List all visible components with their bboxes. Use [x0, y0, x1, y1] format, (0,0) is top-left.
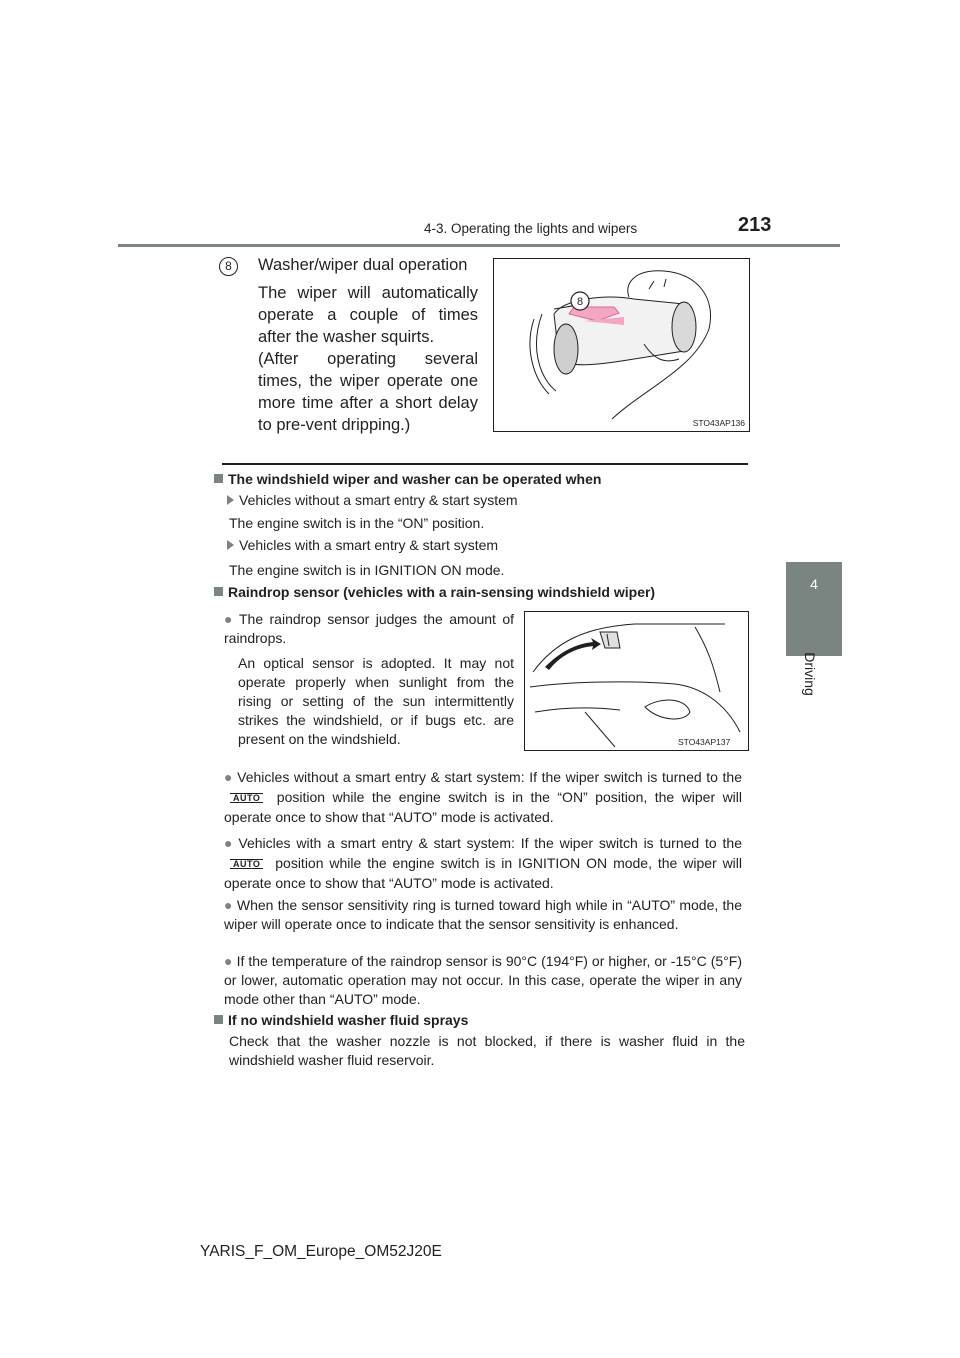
section-heading-raindrop: Raindrop sensor (vehicles with a rain-sensing windshield wiper)	[214, 584, 655, 600]
footer-doc-id: YARIS_F_OM_Europe_OM52J20E	[200, 1243, 442, 1260]
item-number: 8	[219, 257, 238, 276]
bullet-icon: ●	[224, 835, 235, 851]
triangle-bullet-icon	[227, 540, 234, 550]
windshield-illustration	[525, 612, 748, 750]
bullet-sensitivity: ● When the sensor sensitivity ring is turned toward high while in “AUTO” mode, the wiper will operate once to indicate that the sensor sensitivity is enhanced.	[224, 897, 742, 932]
item-body-1: The wiper will automatically operate a couple of times after the washer squirts.	[258, 284, 478, 346]
chapter-number: 4	[810, 576, 818, 592]
bullet-raindrop-judge: ● The raindrop sensor judges the amount of raindrops. An optical sensor is adopted. It may not operate properly when sunlight from the rising or setting of the sun intermittently strikes the windshield, or if bugs etc. are present on the windshield.	[224, 611, 515, 747]
square-bullet-icon	[214, 1015, 223, 1024]
wiper-lever-illustration	[494, 259, 749, 431]
text-engine-on: The engine switch is in the “ON” position.	[229, 515, 485, 531]
text-no-fluid: Check that the washer nozzle is not blocked, if there is washer fluid in the windshield washer fluid reservoir.	[229, 1033, 745, 1068]
bullet-icon: ●	[224, 953, 233, 969]
triangle-bullet-icon	[227, 495, 234, 505]
optical-sensor-note: An optical sensor is adopted. It may not operate properly when sunlight from the rising or setting of the sun intermittently strikes the windshield, or if bugs etc. are present on the windshield.	[238, 655, 514, 747]
section-heading-operation: The windshield wiper and washer can be operated when	[214, 471, 601, 487]
item-title: Washer/wiper dual operation	[258, 256, 468, 274]
sub-heading-smart-entry: Vehicles with a smart entry & start system	[227, 537, 498, 553]
figure-id: STO43AP137	[678, 737, 731, 747]
page-number: 213	[738, 214, 772, 236]
section-title: 4-3. Operating the lights and wipers	[424, 221, 638, 236]
header-divider	[118, 244, 840, 247]
sub-heading-no-smart-entry: Vehicles without a smart entry & start system	[227, 492, 518, 508]
bullet-icon: ●	[224, 897, 233, 913]
auto-icon: AUTO	[230, 793, 263, 803]
square-bullet-icon	[214, 587, 223, 596]
section-divider	[222, 463, 748, 465]
windshield-figure	[524, 611, 749, 751]
chapter-label: Driving	[802, 652, 818, 696]
wiper-lever-figure	[493, 258, 750, 432]
auto-icon: AUTO	[230, 859, 263, 869]
figure-id: STO43AP136	[692, 418, 745, 428]
figure-callout-8: 8	[576, 296, 584, 308]
bullet-icon: ●	[224, 769, 234, 785]
square-bullet-icon	[214, 474, 223, 483]
section-heading-no-fluid: If no windshield washer fluid sprays	[214, 1012, 468, 1028]
bullet-temperature: ● If the temperature of the raindrop sensor is 90°C (194°F) or higher, or -15°C (5°F) or lower, automatic operation may not occur. In this case, operate the wiper in any mode other than “AUTO” mode.	[224, 953, 742, 1007]
bullet-auto-smart-entry: ● Vehicles with a smart entry & start system: If the wiper switch is turned to the AUTO position while the engine switch is in IGNITION ON mode, the wiper will operate once to show that “AUTO” mode is activated.	[224, 835, 743, 891]
item-body-2: (After operating several times, the wiper operate one more time after a short delay to pre-vent dripping.)	[258, 350, 478, 434]
item-number-badge	[219, 257, 238, 276]
bullet-auto-no-smart-entry: ● Vehicles without a smart entry & start system: If the wiper switch is turned to the AUTO position while the engine switch is in the “ON” position, the wiper will operate once to show that “AUTO” mode is activated.	[224, 769, 743, 825]
chapter-tab	[786, 562, 842, 656]
text-ignition-on: The engine switch is in IGNITION ON mode.	[229, 562, 505, 578]
bullet-icon: ●	[224, 611, 235, 627]
